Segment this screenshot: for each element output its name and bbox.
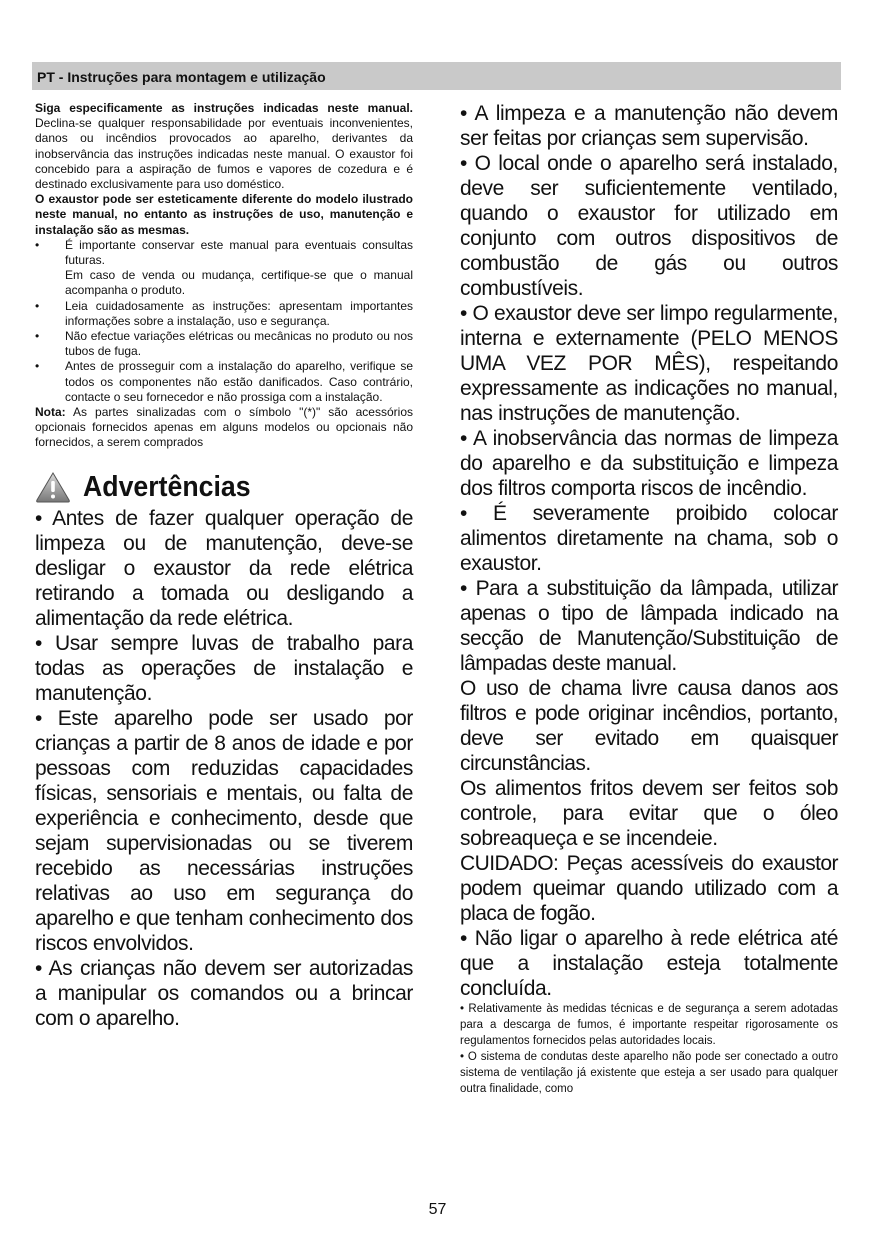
model-difference-paragraph xyxy=(35,192,413,238)
section-header-title: PT - Instruções para montagem e utilização xyxy=(37,69,326,85)
warning-triangle-icon xyxy=(35,471,71,503)
model-difference-bold: O exaustor pode ser esteticamente diferente do modelo ilustrado neste manual, no entanto as instruções de uso, manutenção e instalação são as mesmas. xyxy=(35,192,413,237)
warning-paragraph: • Antes de fazer qualquer operação de limpeza ou de manutenção, deve-se desligar o exaustor da rede elétrica retirando a tomada ou desligando a alimentação da rede elétrica. xyxy=(35,506,413,630)
warnings-heading xyxy=(35,470,413,504)
warning-paragraph: • A inobservância das normas de limpeza do aparelho e da substituição e limpeza dos filtros comporta riscos de incêndio. xyxy=(460,427,838,500)
note-label: Nota: xyxy=(35,405,66,420)
note-text: As partes sinalizadas com o símbolo "(*)" são acessórios opcionais fornecidos apenas em alguns modelos ou opcionais não fornecidos, a serem comprados xyxy=(35,405,413,450)
bullet-dot: • xyxy=(35,298,40,313)
warning-paragraph: • Usar sempre luvas de trabalho para todas as operações de instalação e manutenção. xyxy=(35,631,413,705)
list-item xyxy=(35,329,413,359)
warning-paragraph: • O local onde o aparelho será instalado, deve ser suficientemente ventilado, quando o exaustor for utilizado em conjunto com outros dispositivos de combustão de gás ou outros combustíveis. xyxy=(460,152,838,300)
warning-paragraph: • O exaustor deve ser limpo regularmente, interna e externamente (PELO MENOS UMA VEZ POR MÊS), respeitando expressamente as indicações no manual, nas instruções de manutenção. xyxy=(460,302,838,425)
list-item-text: Em caso de venda ou mudança, certifique-se que o manual acompanha o produto. xyxy=(65,268,413,298)
bullet-dot: • xyxy=(35,237,40,252)
warning-paragraph: • A limpeza e a manutenção não devem ser feitas por crianças sem supervisão. xyxy=(460,102,838,150)
warning-paragraph: • As crianças não devem ser autorizadas a manipular os comandos ou a brincar com o aparelho. xyxy=(35,956,413,1030)
intro-bullet-list xyxy=(35,238,413,405)
warning-small-paragraph: • Relativamente às medidas técnicas e de segurança a serem adotadas para a descarga de fumos, é importante respeitar rigorosamente os regulamentos fornecidos pelas autoridades locais. xyxy=(460,1003,838,1047)
bullet-dot: • xyxy=(35,329,40,344)
bullet-dot: • xyxy=(35,359,40,374)
list-item xyxy=(35,238,413,299)
warnings-title: Advertências xyxy=(83,470,251,503)
warning-paragraph: Os alimentos fritos devem ser feitos sob controle, para evitar que o óleo sobreaqueça e se incendeie. xyxy=(460,777,838,850)
list-item-text: É importante conservar este manual para eventuais consultas futuras. xyxy=(65,237,413,268)
warning-paragraph: • Este aparelho pode ser usado por crianças a partir de 8 anos de idade e por pessoas com reduzidas capacidades físicas, sensoriais e mentais, ou falta de experiência e conhecimento, desde que sejam supervisionadas ou se tiverem recebido as necessárias instruções relativas ao uso em segurança do aparelho e que tenham conhecimento dos riscos envolvidos. xyxy=(35,706,413,955)
list-item-text: Leia cuidadosamente as instruções: apresentam importantes informações sobre a instalação, uso e segurança. xyxy=(65,298,413,328)
left-column xyxy=(35,101,413,1031)
intro-text: Declina-se qualquer responsabilidade por eventuais inconvenientes, danos ou incêndios provocados ao aparelho, derivantes da inobservância das instruções indicadas neste manual. O exaustor foi concebido para a aspiração de fumos e vapores de cozedura e é destinado exclusivamente para uso doméstico. xyxy=(35,116,413,192)
note-paragraph xyxy=(35,405,413,451)
intro-paragraph xyxy=(35,101,413,192)
warning-paragraph: • Para a substituição da lâmpada, utilizar apenas o tipo de lâmpada indicado na secção de Manutenção/Substituição de lâmpadas deste manual. xyxy=(460,577,838,675)
warning-paragraph: • É severamente proibido colocar alimentos diretamente na chama, sob o exaustor. xyxy=(460,502,838,575)
list-item-text: Não efectue variações elétricas ou mecânicas no produto ou nos tubos de fuga. xyxy=(65,329,413,359)
page-number: 57 xyxy=(428,1201,447,1218)
list-item-text: Antes de prosseguir com a instalação do aparelho, verifique se todos os componentes não estão danificados. Caso contrário, contacte o seu fornecedor e não prossiga com a instalação. xyxy=(65,359,413,404)
right-column xyxy=(460,101,838,1097)
warning-paragraph: O uso de chama livre causa danos aos filtros e pode originar incêndios, portanto, deve ser evitado em quaisquer circunstâncias. xyxy=(460,677,838,775)
warning-paragraph: • Não ligar o aparelho à rede elétrica até que a instalação esteja totalmente concluída. xyxy=(460,927,838,1000)
intro-bold: Siga especificamente as instruções indicadas neste manual. xyxy=(35,101,413,115)
warning-paragraph: CUIDADO: Peças acessíveis do exaustor podem queimar quando utilizado com a placa de fogão. xyxy=(460,852,838,925)
list-item xyxy=(35,359,413,405)
warning-small-paragraph: • O sistema de condutas deste aparelho não pode ser conectado a outro sistema de ventilação já existente que esteja a ser usado para qualquer outra finalidade, como xyxy=(460,1051,838,1095)
list-item xyxy=(35,299,413,329)
section-header xyxy=(32,62,841,90)
